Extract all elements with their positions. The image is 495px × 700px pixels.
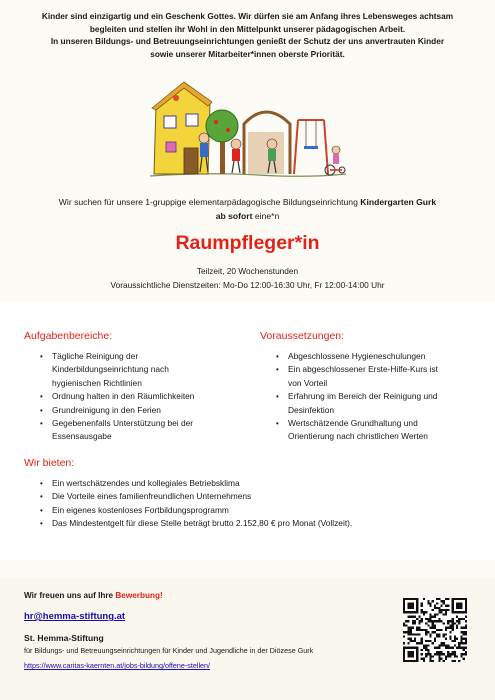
job-terms (0, 265, 495, 292)
search-announcement (20, 196, 475, 223)
list-item-text: Tägliche Reinigung der (52, 351, 139, 361)
bullet-icon: • (276, 419, 279, 429)
list-item-text: Essensausgabe (52, 431, 112, 442)
list-item-text: hygienischen Richtlinien (52, 377, 142, 388)
bullet-icon: • (276, 352, 279, 361)
bullet-icon: • (40, 492, 43, 502)
apply-callout (24, 591, 163, 600)
intro-line-4: sowie unserer Mitarbeiter*innen oberste Priorität. (150, 48, 345, 59)
requirements-heading: Voraussetzungen: (260, 330, 345, 342)
list-item-text: Ein eigenes kostenloses Fortbildungsprogramm (52, 504, 229, 515)
qr-code[interactable] (403, 598, 467, 662)
email-link[interactable]: hr@hemma-stiftung.at (24, 611, 126, 622)
list-item-text: Das Mindestentgelt für diese Stelle beträgt brutto 2.152,80 € pro Monat (Vollzeit). (52, 518, 353, 529)
list-item-text: Grundreinigung in den Ferien (52, 404, 161, 415)
bullet-icon: • (276, 365, 279, 375)
children-drawing-illustration (148, 72, 348, 184)
list-item-text: Wertschätzende Grundhaltung und (288, 418, 418, 429)
bullet-icon: • (40, 352, 43, 361)
bullet-icon: • (40, 479, 43, 488)
bullet-icon: • (40, 419, 43, 429)
list-item (272, 350, 482, 363)
list-item-text: Desinfektion (288, 404, 335, 415)
list-item (36, 404, 236, 417)
list-item (36, 504, 476, 517)
organization-name: St. Hemma-Stiftung (24, 633, 104, 643)
list-item-text: Die Vorteile eines familienfreundlichen Unternehmens (52, 491, 252, 502)
list-item-text: Ein abgeschlossener Erste-Hilfe-Kurs ist (288, 364, 438, 375)
organization-description: für Bildungs- und Betreuungseinrichtungen für Kinder und Jugendliche in der Diözese Gurk (24, 646, 314, 655)
offer-heading: Wir bieten: (24, 457, 75, 469)
job-schedule: Voraussichtliche Dienstzeiten: Mo-Do 12:00-16:30 Uhr, Fr 12:00-14:00 Uhr (110, 279, 385, 290)
list-item (272, 417, 482, 444)
job-hours: Teilzeit, 20 Wochenstunden (196, 266, 299, 276)
list-item-text: Kinderbildungseinrichtung nach (52, 364, 169, 375)
bullet-icon: • (40, 405, 43, 415)
list-item-text: Orientierung nach christlichen Werten (288, 431, 428, 442)
list-item-text: Abgeschlossene Hygieneschulungen (288, 351, 426, 361)
bullet-icon: • (40, 505, 43, 515)
intro-line-2: begleiten und stellen ihr Wohl in den Mittelpunkt unserer pädagogischen Arbeit. (89, 23, 406, 34)
search-text-before: Wir suchen für unsere 1-gruppige elementarpädagogische Bildungseinrichtung (58, 197, 361, 207)
bullet-icon: • (276, 392, 279, 402)
list-item (36, 350, 236, 390)
requirements-list (272, 350, 482, 444)
apply-highlight: Bewerbung! (115, 591, 163, 600)
list-item-text: Gegebenenfalls Unterstützung bei der (52, 418, 194, 429)
offer-list (36, 477, 476, 531)
intro-line-3: In unseren Bildungs- und Betreuungseinrichtungen genießt der Schutz der uns anvertrauten Kinder (50, 36, 445, 47)
list-item-text: Erfahrung im Bereich der Reinigung und (288, 391, 438, 402)
list-item (272, 390, 482, 417)
list-item-text: von Vorteil (288, 377, 328, 388)
list-item (36, 417, 236, 444)
job-title: Raumpfleger*in (175, 232, 320, 254)
list-item (36, 390, 236, 403)
bullet-icon: • (40, 392, 43, 402)
search-text-after: eine*n (252, 210, 280, 221)
intro-line-1: Kinder sind einzigartig und ein Geschenk Gottes. Wir dürfen sie am Anfang ihres Lebensweges achtsam (41, 11, 454, 21)
list-item (36, 517, 476, 530)
intro-text (22, 10, 473, 60)
list-item (272, 363, 482, 390)
facility-name: Kindergarten Gurk (360, 197, 437, 207)
list-item-text: Ordnung halten in den Räumlichkeiten (52, 391, 195, 402)
apply-prefix: Wir freuen uns auf Ihre (24, 591, 116, 600)
bullet-icon: • (40, 519, 43, 529)
start-date: ab sofort (215, 210, 253, 221)
list-item (36, 477, 476, 490)
tasks-heading: Aufgabenbereiche: (24, 330, 113, 342)
list-item (36, 490, 476, 503)
jobs-url-link[interactable]: https://www.caritas-kaernten.at/jobs-bildung/offene-stellen/ (24, 661, 211, 670)
tasks-list (36, 350, 236, 444)
list-item-text: Ein wertschätzendes und kollegiales Betriebsklima (52, 478, 240, 488)
